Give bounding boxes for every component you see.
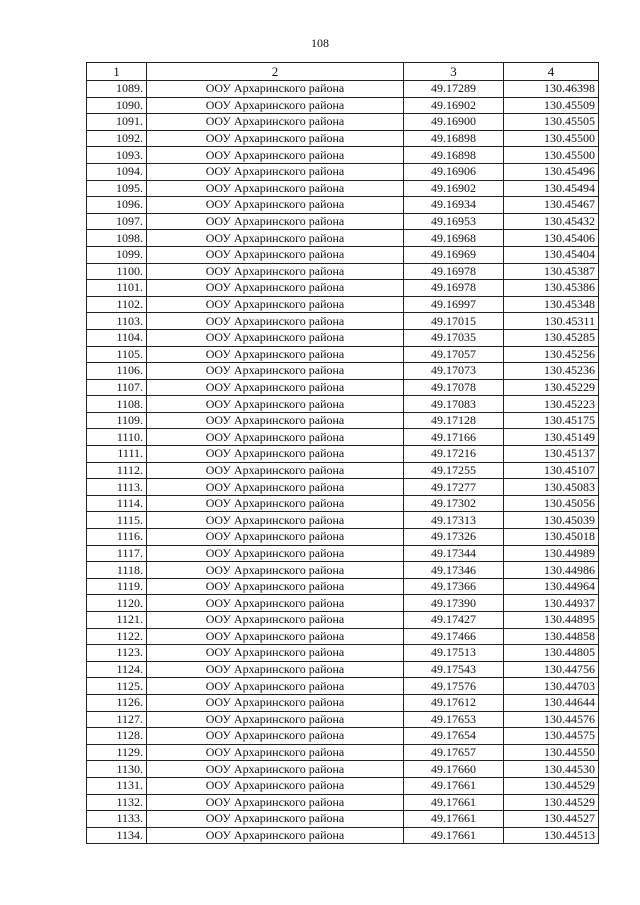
row-number-cell: 1090. [87, 97, 147, 114]
latitude-cell: 49.17427 [404, 612, 504, 629]
longitude-cell: 130.45505 [504, 114, 599, 131]
row-number-cell: 1100. [87, 263, 147, 280]
longitude-cell: 130.46398 [504, 81, 599, 98]
longitude-cell: 130.45149 [504, 429, 599, 446]
organization-cell: ООУ Архаринского района [147, 777, 404, 794]
longitude-cell: 130.44644 [504, 694, 599, 711]
row-number-cell: 1111. [87, 446, 147, 463]
organization-cell: ООУ Архаринского района [147, 479, 404, 496]
longitude-cell: 130.45236 [504, 363, 599, 380]
organization-cell: ООУ Архаринского района [147, 81, 404, 98]
organization-cell: ООУ Архаринского района [147, 230, 404, 247]
longitude-cell: 130.44529 [504, 794, 599, 811]
latitude-cell: 49.16953 [404, 213, 504, 230]
table-row [87, 446, 599, 463]
table-row [87, 777, 599, 794]
longitude-cell: 130.44805 [504, 645, 599, 662]
organization-cell: ООУ Архаринского района [147, 197, 404, 214]
longitude-cell: 130.44575 [504, 728, 599, 745]
organization-cell: ООУ Архаринского района [147, 595, 404, 612]
table-row [87, 529, 599, 546]
table-row [87, 180, 599, 197]
latitude-cell: 49.17015 [404, 313, 504, 330]
latitude-cell: 49.17576 [404, 678, 504, 695]
organization-cell: ООУ Архаринского района [147, 711, 404, 728]
latitude-cell: 49.17661 [404, 827, 504, 844]
organization-cell: ООУ Архаринского района [147, 628, 404, 645]
longitude-cell: 130.44703 [504, 678, 599, 695]
row-number-cell: 1107. [87, 379, 147, 396]
table-row [87, 97, 599, 114]
longitude-cell: 130.44986 [504, 562, 599, 579]
table-row [87, 628, 599, 645]
table-row [87, 711, 599, 728]
latitude-cell: 49.17344 [404, 545, 504, 562]
row-number-cell: 1120. [87, 595, 147, 612]
row-number-cell: 1118. [87, 562, 147, 579]
latitude-cell: 49.16898 [404, 130, 504, 147]
row-number-cell: 1134. [87, 827, 147, 844]
longitude-cell: 130.44989 [504, 545, 599, 562]
longitude-cell: 130.44576 [504, 711, 599, 728]
latitude-cell: 49.17035 [404, 329, 504, 346]
table-row [87, 213, 599, 230]
latitude-cell: 49.16902 [404, 180, 504, 197]
page-number: 108 [311, 36, 329, 50]
row-number-cell: 1121. [87, 612, 147, 629]
longitude-cell: 130.44513 [504, 827, 599, 844]
row-number-cell: 1092. [87, 130, 147, 147]
latitude-cell: 49.17346 [404, 562, 504, 579]
table-row [87, 578, 599, 595]
organization-cell: ООУ Архаринского района [147, 213, 404, 230]
latitude-cell: 49.17083 [404, 396, 504, 413]
longitude-cell: 130.45018 [504, 529, 599, 546]
coordinates-table [86, 62, 599, 844]
latitude-cell: 49.17543 [404, 661, 504, 678]
organization-cell: ООУ Архаринского района [147, 761, 404, 778]
longitude-cell: 130.44756 [504, 661, 599, 678]
latitude-cell: 49.17466 [404, 628, 504, 645]
row-number-cell: 1091. [87, 114, 147, 131]
table-row [87, 147, 599, 164]
table-row [87, 645, 599, 662]
row-number-cell: 1099. [87, 246, 147, 263]
table-row [87, 827, 599, 844]
table-row [87, 130, 599, 147]
longitude-cell: 130.45386 [504, 280, 599, 297]
longitude-cell: 130.45432 [504, 213, 599, 230]
table-row [87, 81, 599, 98]
row-number-cell: 1103. [87, 313, 147, 330]
row-number-cell: 1098. [87, 230, 147, 247]
longitude-cell: 130.45056 [504, 495, 599, 512]
organization-cell: ООУ Архаринского района [147, 645, 404, 662]
latitude-cell: 49.16906 [404, 163, 504, 180]
latitude-cell: 49.17657 [404, 744, 504, 761]
latitude-cell: 49.17166 [404, 429, 504, 446]
table-row [87, 512, 599, 529]
organization-cell: ООУ Архаринского района [147, 495, 404, 512]
longitude-cell: 130.45311 [504, 313, 599, 330]
row-number-cell: 1133. [87, 811, 147, 828]
row-number-cell: 1124. [87, 661, 147, 678]
organization-cell: ООУ Архаринского района [147, 163, 404, 180]
table-row [87, 230, 599, 247]
longitude-cell: 130.45406 [504, 230, 599, 247]
longitude-cell: 130.45107 [504, 462, 599, 479]
table-row [87, 694, 599, 711]
table-row [87, 479, 599, 496]
organization-cell: ООУ Архаринского района [147, 313, 404, 330]
organization-cell: ООУ Архаринского района [147, 462, 404, 479]
latitude-cell: 49.16902 [404, 97, 504, 114]
latitude-cell: 49.16978 [404, 263, 504, 280]
column-header-3: 3 [404, 63, 504, 81]
organization-cell: ООУ Архаринского района [147, 429, 404, 446]
table-row [87, 296, 599, 313]
organization-cell: ООУ Архаринского района [147, 246, 404, 263]
row-number-cell: 1106. [87, 363, 147, 380]
row-number-cell: 1117. [87, 545, 147, 562]
table-row [87, 197, 599, 214]
organization-cell: ООУ Архаринского района [147, 562, 404, 579]
latitude-cell: 49.16934 [404, 197, 504, 214]
table-row [87, 678, 599, 695]
organization-cell: ООУ Архаринского района [147, 97, 404, 114]
organization-cell: ООУ Архаринского района [147, 728, 404, 745]
row-number-cell: 1113. [87, 479, 147, 496]
organization-cell: ООУ Архаринского района [147, 811, 404, 828]
organization-cell: ООУ Архаринского района [147, 827, 404, 844]
row-number-cell: 1127. [87, 711, 147, 728]
longitude-cell: 130.44895 [504, 612, 599, 629]
longitude-cell: 130.45500 [504, 147, 599, 164]
table-row [87, 346, 599, 363]
table-row [87, 728, 599, 745]
latitude-cell: 49.17653 [404, 711, 504, 728]
table-row [87, 744, 599, 761]
row-number-cell: 1097. [87, 213, 147, 230]
longitude-cell: 130.45496 [504, 163, 599, 180]
organization-cell: ООУ Архаринского района [147, 346, 404, 363]
table-row [87, 545, 599, 562]
longitude-cell: 130.45509 [504, 97, 599, 114]
latitude-cell: 49.17612 [404, 694, 504, 711]
row-number-cell: 1130. [87, 761, 147, 778]
latitude-cell: 49.16968 [404, 230, 504, 247]
longitude-cell: 130.44937 [504, 595, 599, 612]
organization-cell: ООУ Архаринского района [147, 147, 404, 164]
row-number-cell: 1115. [87, 512, 147, 529]
row-number-cell: 1132. [87, 794, 147, 811]
table-row [87, 661, 599, 678]
row-number-cell: 1089. [87, 81, 147, 98]
row-number-cell: 1129. [87, 744, 147, 761]
organization-cell: ООУ Архаринского района [147, 545, 404, 562]
table-row [87, 412, 599, 429]
longitude-cell: 130.45083 [504, 479, 599, 496]
latitude-cell: 49.17302 [404, 495, 504, 512]
row-number-cell: 1119. [87, 578, 147, 595]
organization-cell: ООУ Архаринского района [147, 529, 404, 546]
column-header-1: 1 [87, 63, 147, 81]
column-header-4: 4 [504, 63, 599, 81]
row-number-cell: 1109. [87, 412, 147, 429]
table-header-row [87, 63, 599, 81]
table-row [87, 280, 599, 297]
latitude-cell: 49.17255 [404, 462, 504, 479]
table-header [87, 63, 599, 81]
table-row [87, 379, 599, 396]
row-number-cell: 1094. [87, 163, 147, 180]
latitude-cell: 49.16900 [404, 114, 504, 131]
longitude-cell: 130.44550 [504, 744, 599, 761]
organization-cell: ООУ Архаринского района [147, 180, 404, 197]
latitude-cell: 49.17078 [404, 379, 504, 396]
table-row [87, 329, 599, 346]
row-number-cell: 1125. [87, 678, 147, 695]
table-row [87, 114, 599, 131]
longitude-cell: 130.45039 [504, 512, 599, 529]
table-row [87, 562, 599, 579]
organization-cell: ООУ Архаринского района [147, 612, 404, 629]
latitude-cell: 49.17654 [404, 728, 504, 745]
row-number-cell: 1105. [87, 346, 147, 363]
row-number-cell: 1101. [87, 280, 147, 297]
organization-cell: ООУ Архаринского района [147, 512, 404, 529]
longitude-cell: 130.44858 [504, 628, 599, 645]
table-row [87, 761, 599, 778]
longitude-cell: 130.44530 [504, 761, 599, 778]
organization-cell: ООУ Архаринского района [147, 694, 404, 711]
row-number-cell: 1112. [87, 462, 147, 479]
longitude-cell: 130.45467 [504, 197, 599, 214]
row-number-cell: 1128. [87, 728, 147, 745]
latitude-cell: 49.16997 [404, 296, 504, 313]
latitude-cell: 49.17513 [404, 645, 504, 662]
row-number-cell: 1102. [87, 296, 147, 313]
table-row [87, 246, 599, 263]
row-number-cell: 1110. [87, 429, 147, 446]
table-row [87, 429, 599, 446]
table-row [87, 363, 599, 380]
longitude-cell: 130.45175 [504, 412, 599, 429]
organization-cell: ООУ Архаринского района [147, 578, 404, 595]
longitude-cell: 130.44529 [504, 777, 599, 794]
latitude-cell: 49.17366 [404, 578, 504, 595]
latitude-cell: 49.17289 [404, 81, 504, 98]
longitude-cell: 130.45494 [504, 180, 599, 197]
latitude-cell: 49.17128 [404, 412, 504, 429]
longitude-cell: 130.45137 [504, 446, 599, 463]
latitude-cell: 49.17661 [404, 794, 504, 811]
longitude-cell: 130.45348 [504, 296, 599, 313]
row-number-cell: 1108. [87, 396, 147, 413]
latitude-cell: 49.17057 [404, 346, 504, 363]
table-body [87, 81, 599, 844]
organization-cell: ООУ Архаринского района [147, 114, 404, 131]
table-row [87, 612, 599, 629]
latitude-cell: 49.17277 [404, 479, 504, 496]
row-number-cell: 1093. [87, 147, 147, 164]
organization-cell: ООУ Архаринского района [147, 130, 404, 147]
latitude-cell: 49.17313 [404, 512, 504, 529]
row-number-cell: 1126. [87, 694, 147, 711]
latitude-cell: 49.16898 [404, 147, 504, 164]
latitude-cell: 49.17073 [404, 363, 504, 380]
row-number-cell: 1116. [87, 529, 147, 546]
organization-cell: ООУ Архаринского района [147, 794, 404, 811]
latitude-cell: 49.17661 [404, 811, 504, 828]
row-number-cell: 1096. [87, 197, 147, 214]
latitude-cell: 49.17216 [404, 446, 504, 463]
organization-cell: ООУ Архаринского района [147, 263, 404, 280]
table-row [87, 794, 599, 811]
longitude-cell: 130.45223 [504, 396, 599, 413]
organization-cell: ООУ Архаринского района [147, 744, 404, 761]
longitude-cell: 130.45500 [504, 130, 599, 147]
organization-cell: ООУ Архаринского района [147, 363, 404, 380]
table-row [87, 396, 599, 413]
longitude-cell: 130.45285 [504, 329, 599, 346]
row-number-cell: 1122. [87, 628, 147, 645]
row-number-cell: 1114. [87, 495, 147, 512]
organization-cell: ООУ Архаринского района [147, 446, 404, 463]
longitude-cell: 130.45229 [504, 379, 599, 396]
longitude-cell: 130.44527 [504, 811, 599, 828]
organization-cell: ООУ Архаринского района [147, 329, 404, 346]
row-number-cell: 1131. [87, 777, 147, 794]
longitude-cell: 130.44964 [504, 578, 599, 595]
organization-cell: ООУ Архаринского района [147, 396, 404, 413]
organization-cell: ООУ Архаринского района [147, 379, 404, 396]
latitude-cell: 49.17660 [404, 761, 504, 778]
organization-cell: ООУ Архаринского района [147, 412, 404, 429]
latitude-cell: 49.16969 [404, 246, 504, 263]
organization-cell: ООУ Архаринского района [147, 661, 404, 678]
organization-cell: ООУ Архаринского района [147, 280, 404, 297]
latitude-cell: 49.17661 [404, 777, 504, 794]
organization-cell: ООУ Архаринского района [147, 296, 404, 313]
table-row [87, 163, 599, 180]
table-row [87, 811, 599, 828]
table-row [87, 313, 599, 330]
table-row [87, 263, 599, 280]
longitude-cell: 130.45256 [504, 346, 599, 363]
longitude-cell: 130.45404 [504, 246, 599, 263]
row-number-cell: 1123. [87, 645, 147, 662]
table-row [87, 495, 599, 512]
column-header-2: 2 [147, 63, 404, 81]
row-number-cell: 1104. [87, 329, 147, 346]
latitude-cell: 49.16978 [404, 280, 504, 297]
longitude-cell: 130.45387 [504, 263, 599, 280]
table-row [87, 595, 599, 612]
row-number-cell: 1095. [87, 180, 147, 197]
table-row [87, 462, 599, 479]
latitude-cell: 49.17326 [404, 529, 504, 546]
organization-cell: ООУ Архаринского района [147, 678, 404, 695]
latitude-cell: 49.17390 [404, 595, 504, 612]
